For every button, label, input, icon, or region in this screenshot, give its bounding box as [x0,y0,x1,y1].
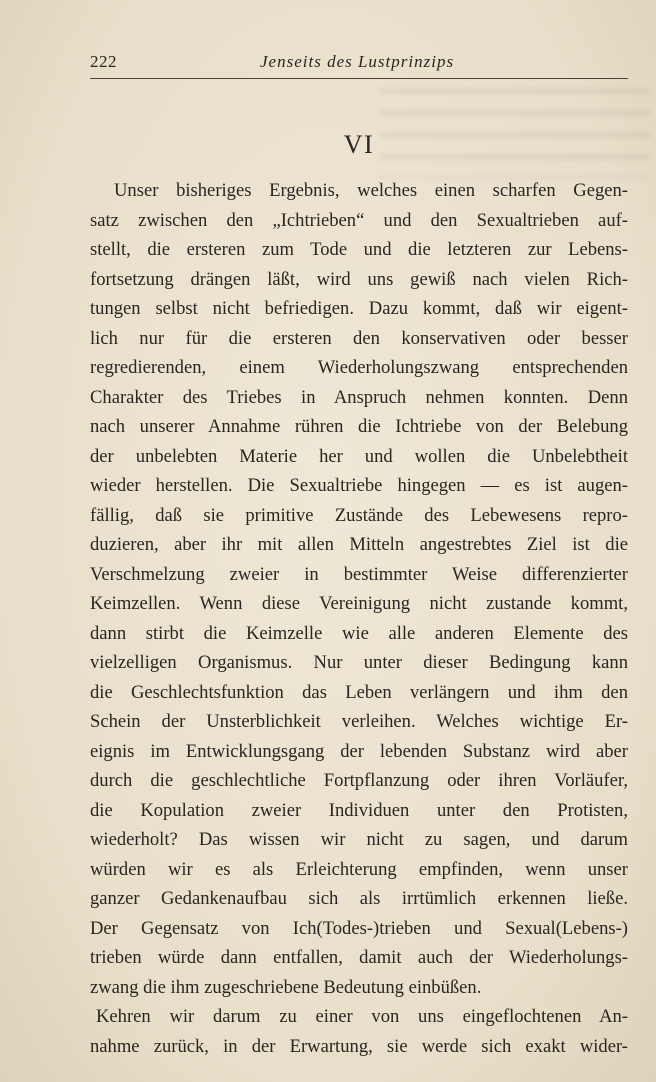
text-line: Schein der Unsterblichkeit verleihen. Welches wichtige Er- [90,711,628,732]
text-line: vielzelligen Organismus. Nur unter dieser Bedingung kann [90,652,628,673]
text-line: nahme zurück, in der Erwartung, sie werde sich exakt wider- [90,1035,628,1057]
text-line: Unser bisheriges Ergebnis, welches einen scharfen Gegen- [114,180,628,201]
running-title: Jenseits des Lustprinzips [260,52,455,71]
text-line: Kehren wir darum zu einer von uns eingeflochtenen An- [96,1006,628,1027]
text-line: fortsetzung drängen läßt, wird uns gewiß nach vielen Rich- [90,268,628,290]
text-line: Keimzellen. Wenn diese Vereinigung nicht zustande kommt, [90,593,628,614]
body-text [90,176,628,1061]
text-line: tungen selbst nicht befriedigen. Dazu kommt, daß wir eigent- [90,298,628,319]
text-line: durch die geschlechtliche Fortpflanzung oder ihren Vorläufer, [90,770,628,791]
header-rule [90,78,628,79]
text-line: wiederholt? Das wissen wir nicht zu sagen, und darum [90,829,628,850]
text-line: wieder herstellen. Die Sexualtriebe hingegen — es ist augen- [90,475,628,496]
text-line: lich nur für die ersteren den konservativen oder besser [90,327,628,349]
text-line: die Kopulation zweier Individuen unter den Protisten, [90,799,628,821]
text-line: Charakter des Triebes in Anspruch nehmen konnten. Denn [90,386,628,408]
text-line: trieben würde dann entfallen, damit auch der Wiederholungs- [90,947,628,968]
text-line: nach unserer Annahme rühren die Ichtriebe von der Belebung [90,416,628,437]
text-line: Der Gegensatz von Ich(Todes-)trieben und Sexual(Lebens-) [90,917,628,939]
text-line: Verschmelzung zweier in bestimmter Weise differenzierter [90,563,628,585]
page-header [90,52,628,78]
text-line: eignis im Entwicklungsgang der lebenden Substanz wird aber [90,740,628,762]
text-line: duzieren, aber ihr mit allen Mitteln angestrebtes Ziel ist die [90,534,628,555]
page-number: 222 [90,52,117,71]
text-line: regredierenden, einem Wiederholungszwang entsprechenden [90,357,628,378]
text-line: stellt, die ersteren zum Tode und die letzteren zur Lebens- [90,239,628,260]
text-line: dann stirbt die Keimzelle wie alle anderen Elemente des [90,622,628,644]
text-line: satz zwischen den „Ichtrieben“ und den Sexualtrieben auf- [90,209,628,231]
chapter-heading: VI [343,130,375,159]
text-line: der unbelebten Materie her und wollen die Unbelebtheit [90,445,628,467]
text-line: zwang die ihm zugeschriebene Bedeutung einbüßen. [90,976,482,998]
text-line: fällig, daß sie primitive Zustände des Lebewesens repro- [90,504,628,526]
text-line: die Geschlechtsfunktion das Leben verlängern und ihm den [90,681,628,703]
text-line: würden wir es als Erleichterung empfinden, wenn unser [90,858,628,880]
text-line: ganzer Gedankenaufbau sich als irrtümlich erkennen ließe. [90,888,628,909]
